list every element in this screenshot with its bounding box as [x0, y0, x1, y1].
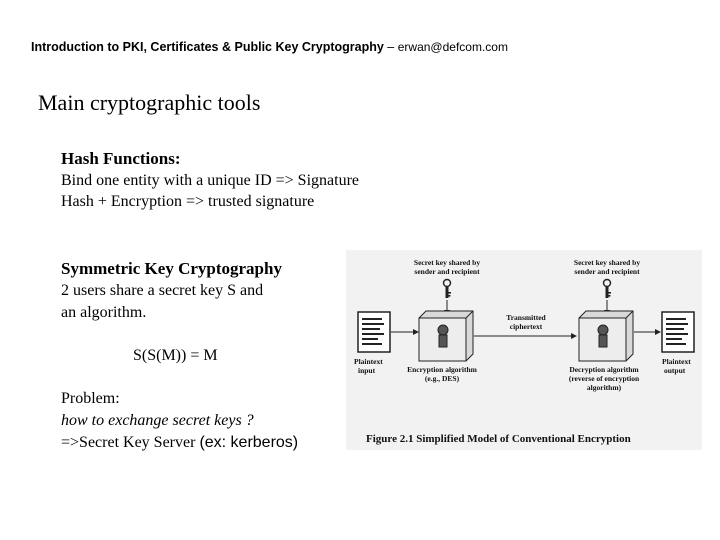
encryption-box-icon	[419, 311, 473, 361]
key-label-left-2: sender and recipient	[414, 267, 480, 276]
hash-heading: Hash Functions:	[61, 149, 181, 168]
problem-question: how to exchange secret keys ?	[61, 412, 254, 429]
slide-title: Main cryptographic tools	[38, 90, 261, 115]
document-icon	[358, 312, 390, 352]
figure-caption: Figure 2.1 Simplified Model of Conventional Encryption	[366, 433, 631, 445]
key-icon	[604, 280, 612, 299]
hash-line-1: Bind one entity with a unique ID => Signature	[61, 172, 359, 189]
symmetric-line-1: 2 users share a secret key S and	[61, 282, 264, 299]
problem-answer	[61, 434, 298, 452]
problem-label: Problem:	[61, 390, 120, 407]
answer-suffix: (ex: kerberos)	[199, 434, 299, 451]
key-label-right-1: Secret key shared by	[573, 258, 641, 267]
arrowhead-output	[655, 329, 661, 335]
arrowhead-input	[413, 329, 419, 335]
key-label-right-2: sender and recipient	[574, 267, 640, 276]
decryption-algorithm-label-1: Decryption algorithm	[569, 365, 639, 374]
symmetric-heading: Symmetric Key Cryptography	[61, 259, 282, 278]
transmitted-label-2: ciphertext	[509, 322, 543, 331]
decryption-box-icon	[579, 311, 633, 361]
plaintext-output-label-1: Plaintext	[662, 357, 691, 366]
slide-header	[31, 40, 508, 54]
header-title: Introduction to PKI, Certificates & Public Key Cryptography	[31, 40, 384, 54]
answer-prefix: =>Secret Key Server	[61, 434, 200, 451]
key-icon	[444, 280, 452, 299]
transmitted-label-1: Transmitted	[506, 313, 546, 322]
key-label-left-1: Secret key shared by	[413, 258, 481, 267]
plaintext-input-label-2: input	[358, 366, 376, 375]
hash-line-2: Hash + Encryption => trusted signature	[61, 193, 315, 210]
decryption-algorithm-label-2: (reverse of encryption	[568, 374, 640, 383]
symmetric-line-2: an algorithm.	[61, 304, 147, 321]
document-icon	[662, 312, 694, 352]
plaintext-input-label-1: Plaintext	[354, 357, 383, 366]
decryption-algorithm-label-3: algorithm)	[586, 383, 622, 392]
encryption-figure	[346, 250, 702, 450]
header-separator: –	[383, 40, 398, 54]
encryption-diagram	[346, 250, 702, 450]
arrowhead-ciphertext	[571, 333, 577, 339]
encryption-algorithm-label-1: Encryption algorithm	[407, 365, 477, 374]
formula: S(S(M)) = M	[133, 347, 218, 364]
encryption-algorithm-label-2: (e.g., DES)	[424, 374, 460, 383]
plaintext-output-label-2: output	[664, 366, 686, 375]
header-email: erwan@defcom.com	[397, 40, 508, 54]
